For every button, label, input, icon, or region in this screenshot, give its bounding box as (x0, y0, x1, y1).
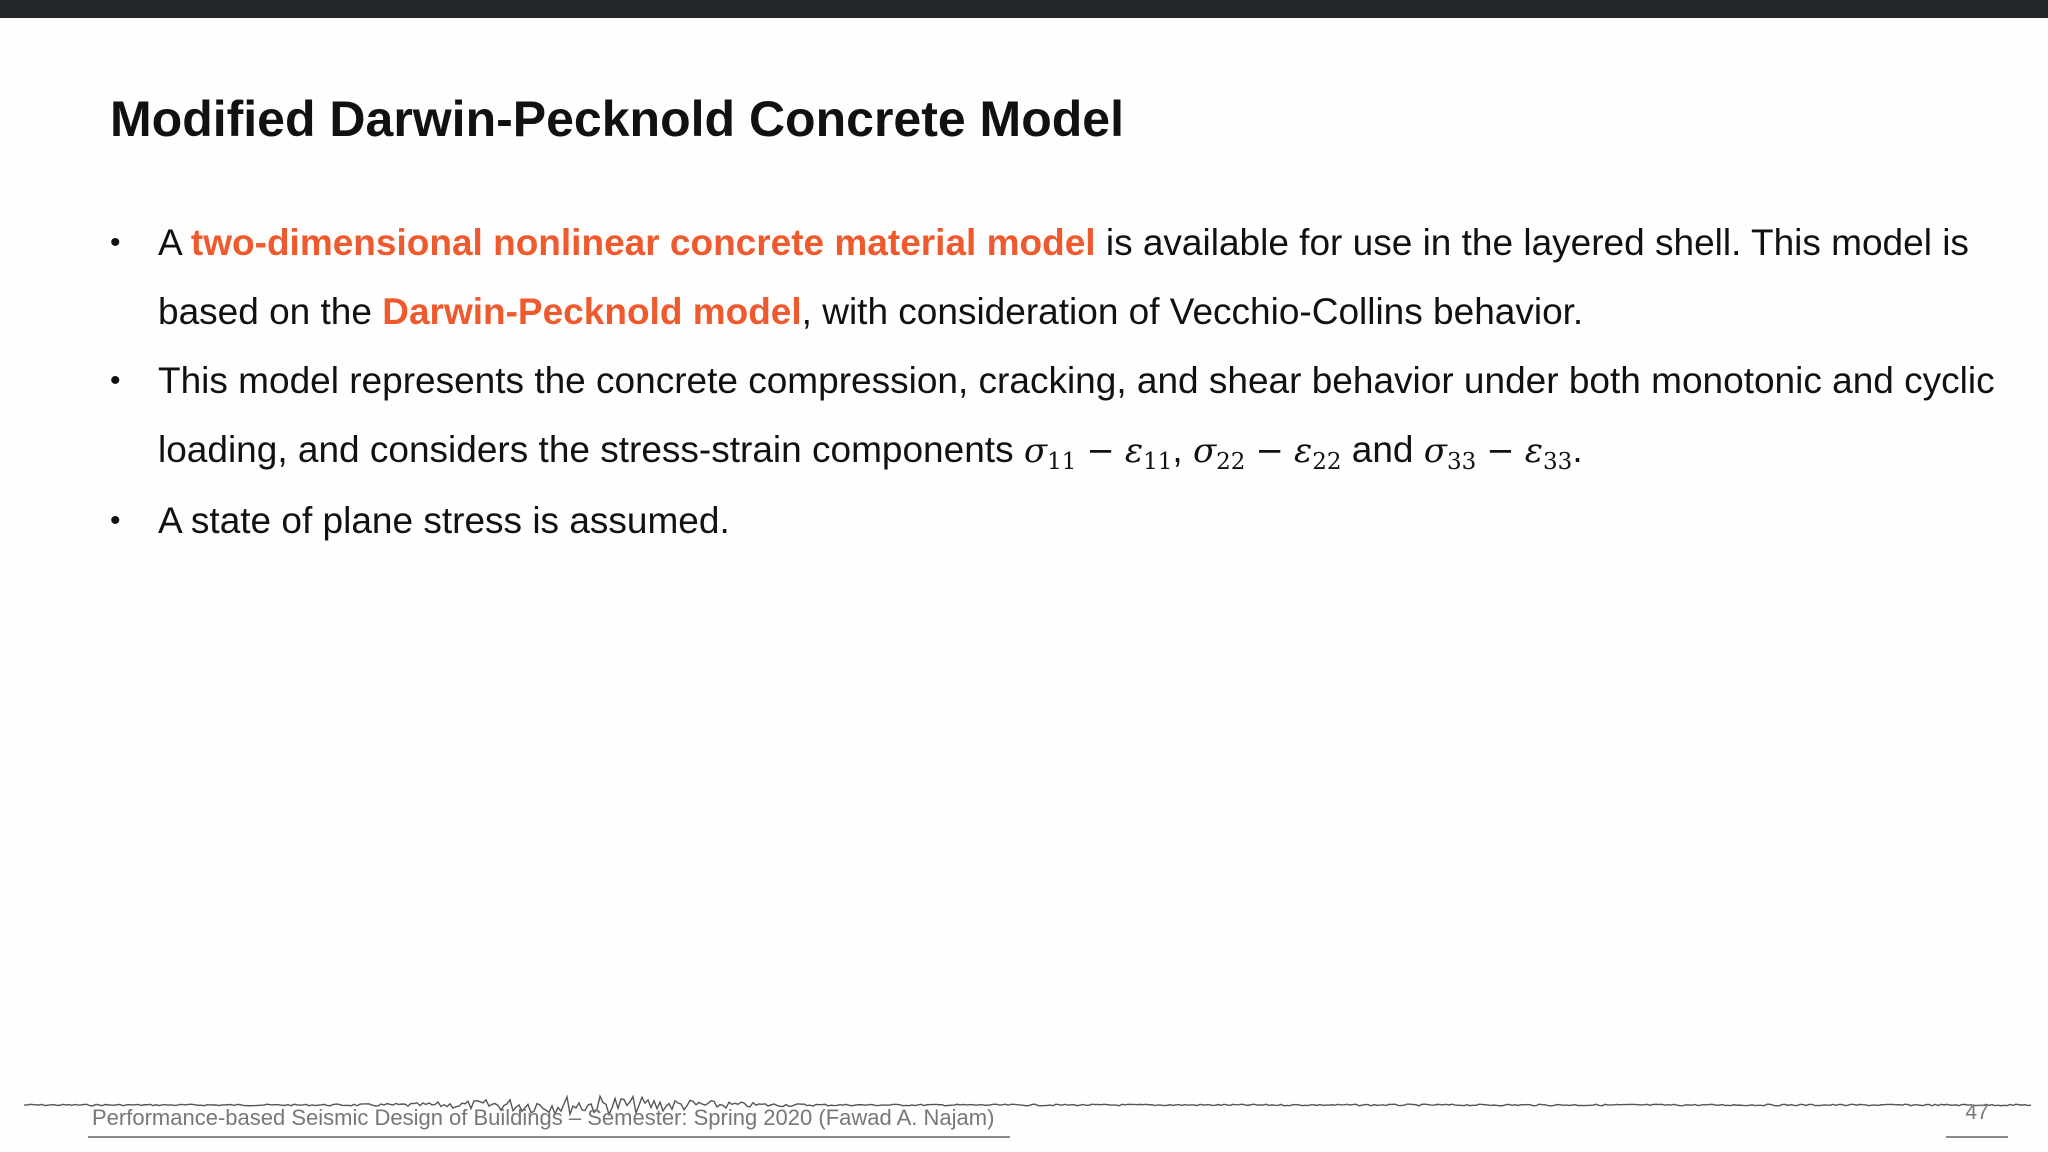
math-symbol: σ (1192, 431, 1217, 471)
bullet-text: This model represents the concrete compression, cracking, and shear behavior under both monotonic and cyclic loading, and considers the stress-strain components (158, 360, 1995, 470)
math-subscript: 11 (1047, 449, 1077, 475)
math-expression (1023, 431, 1173, 475)
window-top-bar (0, 0, 2048, 18)
math-expression (1192, 431, 1342, 475)
math-symbol: ε (1293, 431, 1313, 471)
math-operator: − (1486, 431, 1515, 471)
bullet-symbol: • (110, 364, 121, 397)
math-operator: − (1086, 431, 1115, 471)
bullet-text: A state of plane stress is assumed. (158, 500, 730, 541)
page-number: 47 (1965, 1101, 1989, 1124)
bullet-symbol: • (110, 504, 121, 537)
bullet-text: A (158, 222, 191, 263)
math-operator: − (1255, 431, 1284, 471)
bullet-text: , with consideration of Vecchio-Collins behavior. (801, 291, 1584, 332)
math-subscript: 11 (1143, 449, 1173, 475)
math-symbol: σ (1023, 431, 1048, 471)
highlighted-text: two-dimensional nonlinear concrete material model (190, 222, 1096, 263)
slide (0, 18, 2048, 1152)
bullet-item (110, 486, 2010, 555)
page-number-underline (1946, 1136, 2008, 1138)
math-subscript: 22 (1312, 449, 1342, 475)
bullet-list (110, 208, 2010, 555)
footer-underline (88, 1136, 1010, 1138)
bullet-text: and (1341, 429, 1424, 470)
math-symbol: ε (1124, 431, 1144, 471)
math-subscript: 33 (1447, 449, 1477, 475)
bullet-item (110, 346, 2010, 486)
math-symbol: σ (1423, 431, 1447, 471)
math-subscript: 22 (1216, 449, 1246, 475)
math-subscript: 33 (1543, 449, 1573, 475)
footer-text: Performance-based Seismic Design of Buildings – Semester: Spring 2020 (Fawad A. Najam) (92, 1105, 995, 1130)
bullet-item (110, 208, 2010, 346)
math-expression (1423, 431, 1573, 475)
slide-title: Modified Darwin-Pecknold Concrete Model (110, 91, 1124, 147)
math-symbol: ε (1524, 431, 1544, 471)
bullet-text: is available for use in the layered shell. This model is based on the (158, 222, 1969, 332)
bullet-text: . (1572, 429, 1583, 470)
highlighted-text: Darwin-Pecknold model (382, 291, 802, 332)
bullet-text: , (1172, 429, 1193, 470)
bullet-symbol: • (110, 226, 121, 259)
